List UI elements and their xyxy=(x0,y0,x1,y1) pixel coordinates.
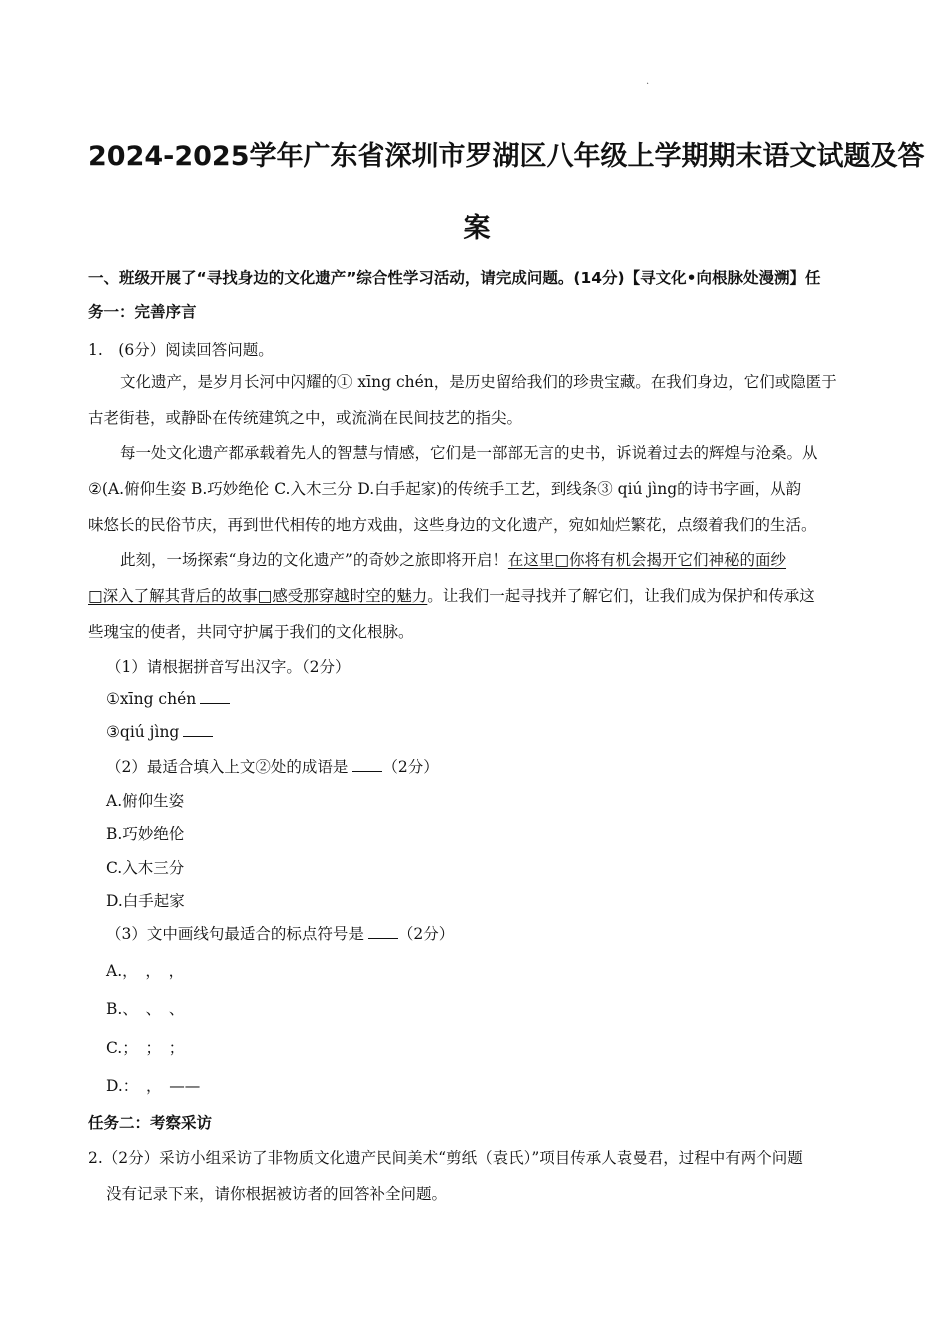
corner-mark: . xyxy=(646,76,650,87)
sub2-option-d: D.白手起家 xyxy=(106,892,185,910)
passage-p3-line2 xyxy=(88,584,815,606)
sub3-option-b: B.、 、 、 xyxy=(106,1000,185,1018)
section1-heading-line2: 务一：完善序言 xyxy=(88,303,197,321)
sub3-option-c: C.； ； ； xyxy=(106,1039,185,1057)
sub2-option-a: A.俯仰生姿 xyxy=(106,792,185,810)
sub2-option-b: B.巧妙绝伦 xyxy=(106,825,185,843)
q2-line2: 没有记录下来，请你根据被访者的回答补全问题。 xyxy=(106,1185,448,1203)
sub2-prompt xyxy=(106,755,439,777)
underlined-sentence-part1: 在这里□你将有机会揭开它们神秘的面纱 xyxy=(507,551,787,569)
page-title-line1: 2024-2025学年广东省深圳市罗湖区八年级上学期期末语文试题及答 xyxy=(88,141,925,172)
underlined-sentence-part2: □深入了解其背后的故事□感受那穿越时空的魅力 xyxy=(88,587,428,605)
q2-line1: 2.（2分）采访小组采访了非物质文化遗产民间美术“剪纸（袁氏）”项目传承人袁曼君，过程中有两个问题 xyxy=(88,1149,803,1167)
passage-p3-text: 此刻，一场探索“身边的文化遗产”的奇妙之旅即将开启！ xyxy=(120,551,508,569)
answer-blank[interactable] xyxy=(368,924,398,939)
answer-blank[interactable] xyxy=(200,689,230,704)
passage-p3-text: 。让我们一起寻找并了解它们，让我们成为保护和传承这 xyxy=(427,587,815,605)
sub2-prompt-text: （2）最适合填入上文②处的成语是 xyxy=(106,758,349,776)
sub1-item1-label: ①xīng chén xyxy=(106,690,197,708)
sub3-prompt xyxy=(106,922,454,944)
passage-p2-line1: 每一处文化遗产都承载着先人的智慧与情感，它们是一部部无言的史书，诉说着过去的辉煌与沧桑。从 xyxy=(120,444,818,462)
answer-blank[interactable] xyxy=(352,757,382,772)
sub1-item1 xyxy=(106,689,230,708)
passage-p2-line3: 味悠长的民俗节庆，再到世代相传的地方戏曲，这些身边的文化遗产，宛如灿烂繁花，点缀着我们的生活。 xyxy=(88,516,817,534)
passage-p1-line2: 古老街巷，或静卧在传统建筑之中，或流淌在民间技艺的指尖。 xyxy=(88,409,523,427)
sub3-option-a: A.， ， ， xyxy=(106,962,185,980)
sub3-prompt-text: （3）文中画线句最适合的标点符号是 xyxy=(106,925,364,943)
sub1-prompt: （1）请根据拼音写出汉字。（2分） xyxy=(106,658,351,676)
passage-p2-line2: ②(A.俯仰生姿 B.巧妙绝伦 C.入木三分 D.白手起家)的传统手工艺，到线条③ qiú jìng的诗书字画，从韵 xyxy=(88,480,802,498)
passage-p3-line3: 些瑰宝的使者，共同守护属于我们的文化根脉。 xyxy=(88,623,414,641)
sub1-item2-label: ③qiú jìng xyxy=(106,723,180,741)
passage-p3-line1 xyxy=(120,548,786,570)
sub3-option-d: D.： ， —— xyxy=(106,1077,201,1095)
answer-blank[interactable] xyxy=(183,722,213,737)
sub2-option-c: C.入木三分 xyxy=(106,859,185,877)
sub3-score: （2分） xyxy=(397,925,455,943)
sub2-score: （2分） xyxy=(382,758,439,776)
section1-heading-line1: 一、班级开展了“寻找身边的文化遗产”综合性学习活动，请完成问题。(14分)【寻文化•向根脉处漫溯】任 xyxy=(88,269,821,287)
sub1-item2 xyxy=(106,722,213,741)
page-title-line2: 案 xyxy=(463,213,491,244)
passage-p1-line1: 文化遗产，是岁月长河中闪耀的① xīng chén，是历史留给我们的珍贵宝藏。在我们身边，它们或隐匿于 xyxy=(120,373,837,391)
task2-heading: 任务二：考察采访 xyxy=(88,1114,213,1132)
q1-header: 1. (6分）阅读回答问题。 xyxy=(88,341,274,359)
